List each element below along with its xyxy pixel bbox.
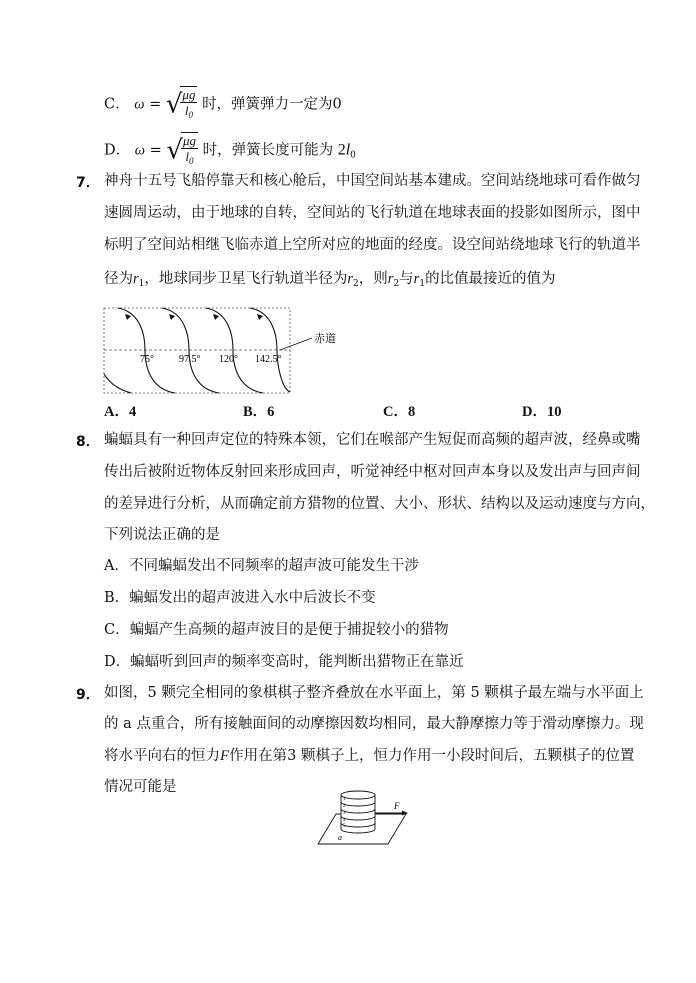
ground-tracks	[104, 308, 290, 393]
equals-sign: =	[149, 96, 162, 113]
equals-sign: =	[149, 142, 162, 159]
longitude-label: 97.5°	[179, 354, 201, 365]
r-sub: 2	[353, 279, 359, 289]
longitude-label: 142.5°	[255, 354, 282, 365]
text-seg: 径为	[104, 271, 133, 287]
value-l: l	[345, 141, 351, 159]
den-sub: 0	[189, 156, 194, 166]
q8-option-d: D．蝙蝠听到回声的频率变高时，能判断出猎物正在靠近	[104, 654, 464, 670]
omega-symbol: ω	[134, 142, 145, 159]
q9-line-4: 情况可能是	[104, 779, 177, 795]
text-seg: ，地球同步卫星飞行轨道半径为	[144, 271, 348, 287]
piece-number: 4	[343, 818, 346, 823]
chess-stack-figure	[314, 780, 414, 850]
option-label: C．	[104, 96, 130, 113]
option-text: 时，弹簧长度可能为	[202, 142, 334, 159]
r-sub: 1	[138, 279, 145, 289]
option-label: D．	[104, 142, 131, 159]
force-var: F	[220, 748, 230, 764]
r-sub: 2	[393, 279, 400, 289]
q7-line-4	[104, 269, 556, 294]
q7-line-1: 神舟十五号飞船停靠天和核心舱后，中国空间站基本建成。空间站绕地球可看作做匀	[104, 173, 641, 189]
q7-line-2: 速圆周运动，由于地球的自转，空间站的飞行轨道在地球表面的投影如图所示，图中	[104, 205, 641, 221]
orbit-projection-figure	[100, 304, 350, 396]
ground-track-curve	[118, 308, 175, 393]
q8-line-1: 蝙蝠具有一种回声定位的特殊本领，它们在喉部产生短促而高频的超声波，经鼻或嘴	[104, 432, 641, 448]
ground-track-curve	[162, 308, 219, 393]
equator-label: 赤道	[314, 332, 336, 345]
equator-leader	[280, 338, 312, 350]
den-sub: 0	[188, 110, 193, 120]
arrow-icon	[125, 314, 131, 320]
r-sub: 1	[419, 279, 426, 289]
piece-number: 1	[343, 797, 346, 802]
text-seg: 作用在第3 颗棋子上，恒力作用一小段时间后，五颗棋子的位置	[229, 748, 635, 764]
q6-option-d	[104, 132, 356, 169]
r-var: r	[387, 271, 394, 287]
den-l: l	[185, 149, 190, 164]
value-number: 2	[337, 141, 346, 159]
q7-number: 7．	[76, 175, 100, 191]
r-var: r	[133, 271, 139, 287]
q8-option-b: B．蝙蝠发出的超声波进入水中后波长不变	[104, 590, 376, 606]
q7-option-c: C．8	[383, 404, 416, 420]
q8-number: 8．	[76, 434, 100, 450]
den-l: l	[184, 103, 189, 118]
longitude-label: 75°	[140, 354, 154, 365]
q8-option-a: A．不同蝙蝠发出不同频率的超声波可能发生干涉	[104, 558, 419, 574]
ground-track-curve	[206, 308, 263, 393]
q7-option-a: A．4	[104, 404, 137, 420]
q8-option-c: C．蝙蝠产生高频的超声波目的是便于捕捉较小的猎物	[104, 622, 449, 638]
omega-symbol: ω	[134, 96, 145, 113]
fraction-numerator: μg	[182, 87, 196, 102]
piece-top	[341, 791, 375, 799]
force-label: F	[394, 801, 400, 811]
sqrt-symbol: √	[165, 89, 183, 120]
value-sub: 0	[350, 150, 356, 161]
text-seg: 的比值最接近的值为	[425, 271, 556, 287]
q9-line-3	[104, 746, 635, 766]
q9-line-1: 如图，5 颗完全相同的象棋棋子整齐叠放在水平面上，第 5 颗棋子最左端与水平面上	[104, 685, 644, 701]
text-seg: 将水平向右的恒力	[104, 748, 220, 764]
q8-line-4: 下列说法正确的是	[104, 527, 220, 543]
q7-option-d: D．10	[522, 404, 562, 420]
direction-arrows	[125, 314, 263, 320]
fraction-denominator	[181, 149, 198, 169]
q7-line-3: 标明了空间站相继飞临赤道上空所对应的地面的经度。设空间站绕地球飞行的轨道半	[104, 237, 641, 253]
fraction-denominator	[180, 103, 197, 123]
force-arrow-icon	[402, 811, 408, 816]
point-a-label: a	[338, 833, 342, 842]
arrow-icon	[257, 314, 263, 320]
arrow-icon	[213, 314, 219, 320]
option-text: 时，弹簧弹力一定为0	[202, 96, 342, 113]
q7-option-b: B．6	[243, 404, 275, 420]
fraction-numerator: μg	[182, 133, 196, 148]
q9-number: 9．	[76, 687, 100, 703]
fraction	[181, 132, 198, 169]
text-seg: 与	[399, 271, 414, 287]
sqrt-symbol: √	[166, 135, 183, 166]
fraction	[180, 86, 197, 123]
piece-number: 3	[343, 811, 346, 816]
piece-number: 5	[343, 824, 346, 829]
r-var: r	[413, 271, 420, 287]
arrow-icon	[169, 314, 175, 320]
piece-number: 2	[343, 804, 346, 809]
q6-option-c	[104, 86, 342, 123]
r-var: r	[347, 271, 354, 287]
ground-track-curve	[104, 374, 131, 393]
text-seg: ，则	[358, 271, 388, 287]
longitude-label: 120°	[219, 354, 238, 365]
q8-line-2: 传出后被附近物体反射回来形成回声，听觉神经中枢对回声本身以及发出声与回声间	[104, 464, 641, 480]
piece-stack	[341, 791, 375, 833]
q9-line-2: 的 a 点重合，所有接触面间的动摩擦因数均相同，最大静摩擦力等于滑动摩擦力。现	[104, 716, 644, 732]
q8-line-3: 的差异进行分析，从而确定前方猎物的位置、大小、形状、结构以及运动速度与方向，	[104, 496, 655, 512]
